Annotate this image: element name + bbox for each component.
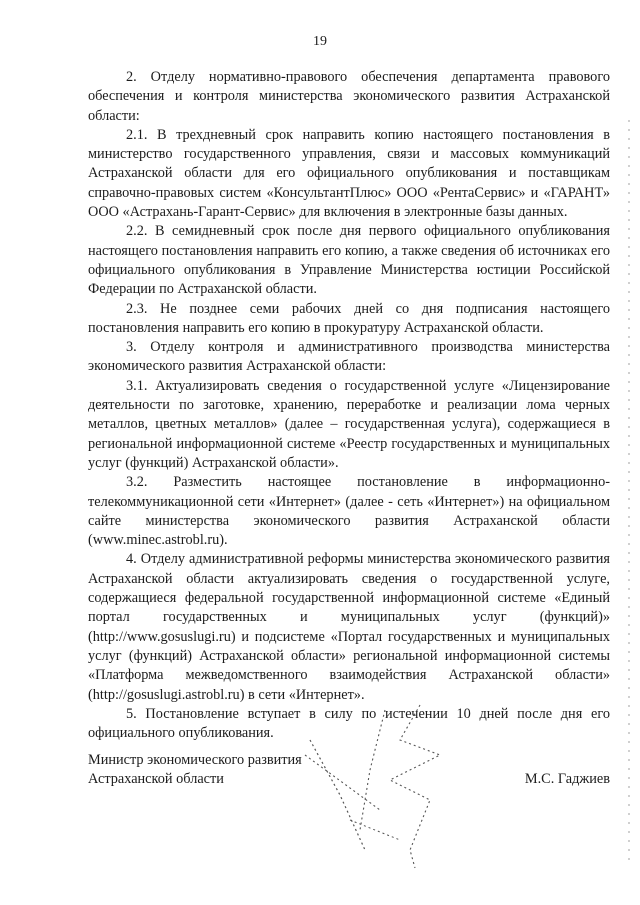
scan-edge-mark xyxy=(628,120,630,860)
signatory-title-line-1: Министр экономического развития xyxy=(88,752,302,768)
signatory-title-line-2: Астраханской области xyxy=(88,771,224,788)
paragraph-3-1: 3.1. Актуализировать сведения о государственной услуге «Лицензирование деятельности по заготовке, хранению, переработке и реализации лома черных металлов, цветных металлов» (далее – государственная услуга), содержащиеся в региональной информационной системе «Реестр государственных и муниципальных услуг (функций) Астраханской области». xyxy=(88,377,610,471)
page-number: 19 xyxy=(313,34,327,49)
paragraph-3-2: 3.2. Разместить настоящее постановление в информационно-телекоммуникационной сети «Интернет» (далее - сеть «Интернет») на официальном сайте министерства экономического развития Астраханской области (www.minec.astrobl.ru). xyxy=(88,474,610,549)
paragraph-2-1: 2.1. В трехдневный срок направить копию настоящего постановления в министерство государственного управления, связи и массовых коммуникаций Астраханской области для его официального опубликования и поставщикам справочно-правовых систем «КонсультантПлюс» ООО «РентаСервис» и «ГАРАНТ» ООО «Астрахань-Гарант-Сервис» для включения в электронные базы данных. xyxy=(88,126,610,221)
paragraph-2-3: 2.3. Не позднее семи рабочих дней со дня подписания настоящего постановления направить его копию в прокуратуру Астраханской области. xyxy=(88,300,610,336)
paragraph-4: 4. Отделу административной реформы министерства экономического развития Астраханской области актуализировать сведения о государственной услуге, содержащиеся федеральной государственной информационной системе «Единый портал государственных и муниципальных услуг (функций)» (http://www.gosuslugi.ru) и подсистеме «Портал государственных и муниципальных услуг (функций) Астраханской области» региональной информационной системы «Платформа межведомственного взаимодействия Астраханской области» (http://gosuslugi.astrobl.ru) в сети «Интернет». xyxy=(88,551,610,703)
handwritten-signature xyxy=(290,700,460,870)
paragraph-2: 2. Отделу нормативно-правового обеспечения департамента правового обеспечения и контроля министерства экономического развития Астраханской области: xyxy=(88,69,610,124)
paragraph-3: 3. Отделу контроля и административного производства министерства экономического развития Астраханской области: xyxy=(88,339,610,375)
document-body xyxy=(88,68,610,743)
signatory-name: М.С. Гаджиев xyxy=(524,771,610,787)
paragraph-5: 5. Постановление вступает в силу по истечении 10 дней после дня его официального опубликования. xyxy=(88,705,610,742)
paragraph-2-2: 2.2. В семидневный срок после дня первого официального опубликования настоящего постановления направить его копию, а также сведения об источниках его официального опубликования в Управление Министерства юстиции Российской Федерации по Астраханской области. xyxy=(88,223,610,298)
